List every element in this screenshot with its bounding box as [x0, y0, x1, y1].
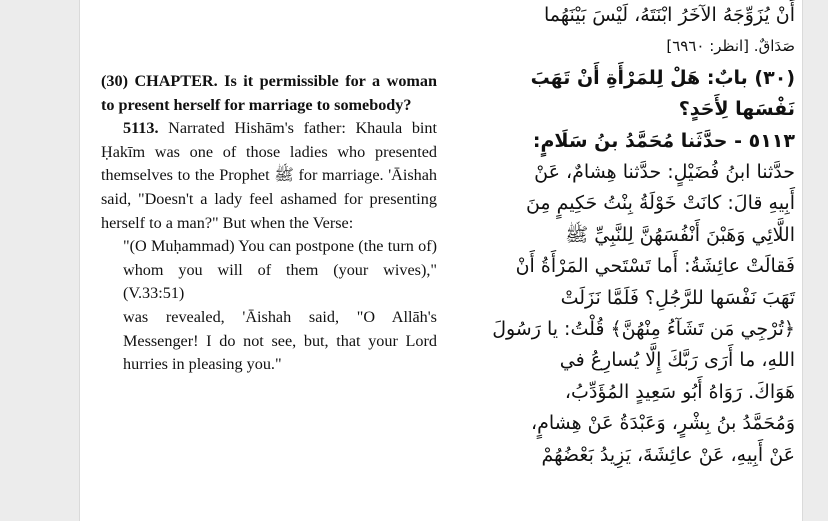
arabic-line-13: هَوَاكَ. رَوَاهُ أَبُو سَعِيدٍ المُؤَدِّبُ، — [564, 380, 795, 403]
arabic-line-2: صَدَاقٌ. [انظر: ٦٩٦٠] — [666, 37, 795, 56]
quran-verse-quote — [101, 235, 437, 306]
english-translation-column — [101, 70, 437, 377]
arabic-line-12: اللهِ، ما أَرَى رَبَّكَ إِلَّا يُسارِعُ في — [559, 349, 795, 372]
chapter-number: (30) — [101, 72, 128, 90]
arabic-line-14: وَمُحَمَّدُ بنُ بِشْرٍ، وَعَبْدَةُ عَنْ هِشامٍ، — [530, 412, 795, 435]
arabic-line-10: تَهَبَ نَفْسَها للرَّجُلِ؟ فَلَمَّا نَزَلَتْ — [560, 286, 795, 309]
verse-text: "(O Muḥammad) You can postpone (the turn of) whom you will of them (your wives)," (V.33:51) — [123, 237, 437, 303]
arabic-line-6: حدَّثنا ابنُ فُضَيْلٍ: حدَّثنا هِشامٌ، عَنْ — [534, 161, 795, 184]
hadith-number: 5113. — [123, 119, 159, 138]
arabic-text-column — [460, 0, 795, 471]
arabic-chapter-heading-cont: نَفْسَها لِأَحَدٍ؟ — [678, 98, 795, 121]
hadith-paragraph-2 — [101, 306, 437, 377]
arabic-line-8: اللَّائِي وَهَبْنَ أَنْفُسَهُنَّ لِلنَّبِيِّ ﷺ — [565, 223, 795, 246]
hadith-text-part-2: was revealed, 'Āishah said, "O Allāh's Messenger! I do not see, but, that your Lord hurries in pleasing you." — [123, 307, 437, 374]
arabic-line-7: أَبِيهِ قالَ: كانَتْ خَوْلَةُ بِنْتُ حَكِيمٍ مِنَ — [525, 192, 795, 215]
arabic-line-11: ﴿تُرْجِي مَن تَشَآءُ مِنْهُنَّ﴾ قُلْتُ: يا رَسُولَ — [492, 318, 795, 341]
arabic-line-9: فَقالَتْ عائِشَةُ: أَما تَسْتَحي المَرْأَةُ أَنْ — [515, 255, 795, 278]
chapter-heading-english — [101, 70, 437, 117]
arabic-line-1: أَنْ يُزَوِّجَهُ الآخَرُ ابْنَتَهُ، لَيْسَ بَيْنَهُما — [543, 4, 795, 26]
arabic-hadith-number-line: ٥١١٣ - حدَّثَنا مُحَمَّدُ بنُ سَلَامٍ: — [532, 129, 795, 152]
book-page — [80, 0, 802, 521]
chapter-word: CHAPTER. — [134, 72, 218, 90]
arabic-chapter-heading: (٣٠) بابٌ: هَلْ لِلمَرْأَةِ أَنْ تَهَبَ — [530, 66, 795, 89]
hadith-paragraph-1 — [101, 117, 437, 235]
arabic-line-15: عَنْ أَبِيهِ، عَنْ عائِشَةَ، يَزِيدُ بَعْضُهُمْ — [541, 443, 795, 466]
hadith-text-part-1: Narrated Hishām's father: Khaula bint Ḥakīm was one of those ladies who presented themselves to the Prophet ﷺ for marriage. 'Āishah said, "Doesn't a lady feel ashamed for presenting herself to a man?" But when the Verse: — [101, 119, 437, 232]
chapter-title: Is it permissible for a woman to present herself for marriage to somebody? — [101, 72, 437, 114]
